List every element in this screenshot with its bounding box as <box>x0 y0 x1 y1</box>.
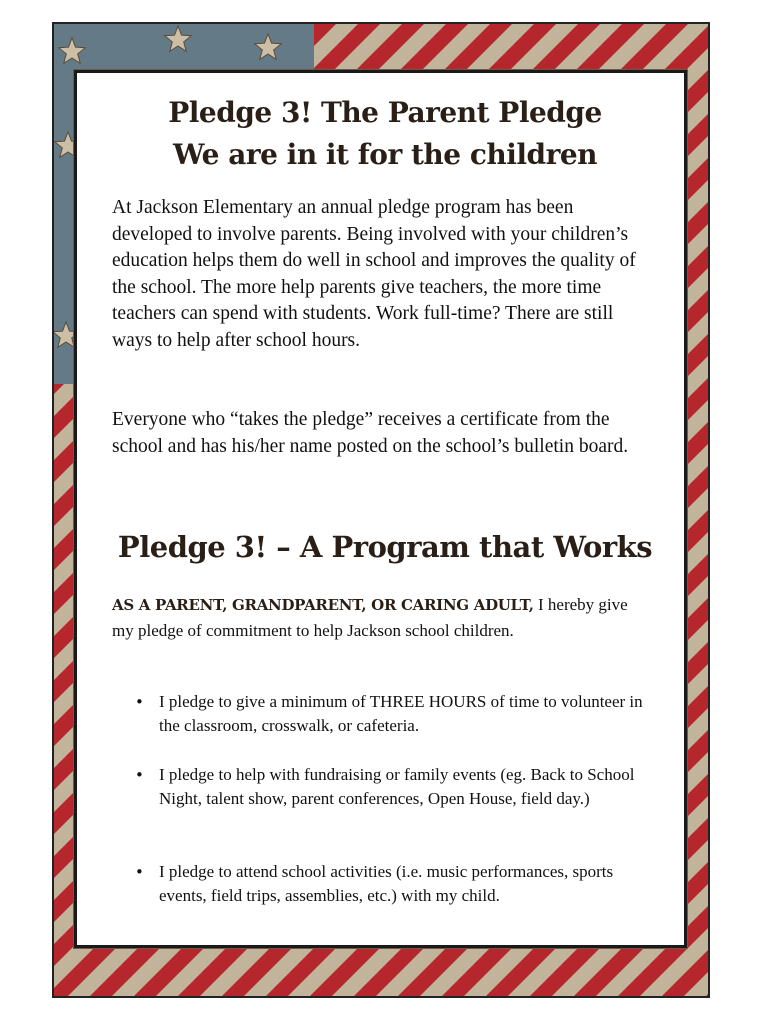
pledge-item-text: I pledge to help with fundraising or family events (eg. Back to School Night, talent show, parent conferences, Open House, field day.) <box>159 765 635 808</box>
pledge-item-text: I pledge to attend school activities (i.e. music performances, sports events, field trips, assemblies, etc.) with my child. <box>159 862 614 905</box>
intro-paragraph: At Jackson Elementary an annual pledge program has been developed to involve parents. Being involved with your children’s education helps them do well in school and improves the quality of the school. The more help parents give teachers, the more time teachers can spend with students. Work full-time? There are still ways to help after school hours. <box>112 197 636 351</box>
bullet-icon <box>135 860 159 908</box>
pledge-lead-caps: AS A PARENT, GRANDPARENT, OR CARING ADULT, <box>112 596 534 614</box>
pledge-item-text: I pledge to give a minimum of THREE HOURS of time to volunteer in the classroom, crosswalk, or cafeteria. <box>159 692 643 735</box>
pledge-lead-text: I hereby give my pledge of commitment to help Jackson school children. <box>112 595 628 640</box>
page-subtitle: We are in it for the children <box>173 138 597 171</box>
pledge-item <box>135 763 655 811</box>
page-title: Pledge 3! The Parent Pledge <box>168 96 602 129</box>
program-heading: Pledge 3! – A Program that Works <box>117 530 653 564</box>
pledge-item <box>135 860 655 908</box>
bullet-icon <box>135 690 159 738</box>
pledge-statement <box>112 592 652 643</box>
certificate-paragraph: Everyone who “takes the pledge” receives a certificate from the school and has his/her name posted on the school’s bulletin board. <box>112 409 629 457</box>
pledge-item <box>135 690 655 738</box>
bullet-icon <box>135 763 159 811</box>
